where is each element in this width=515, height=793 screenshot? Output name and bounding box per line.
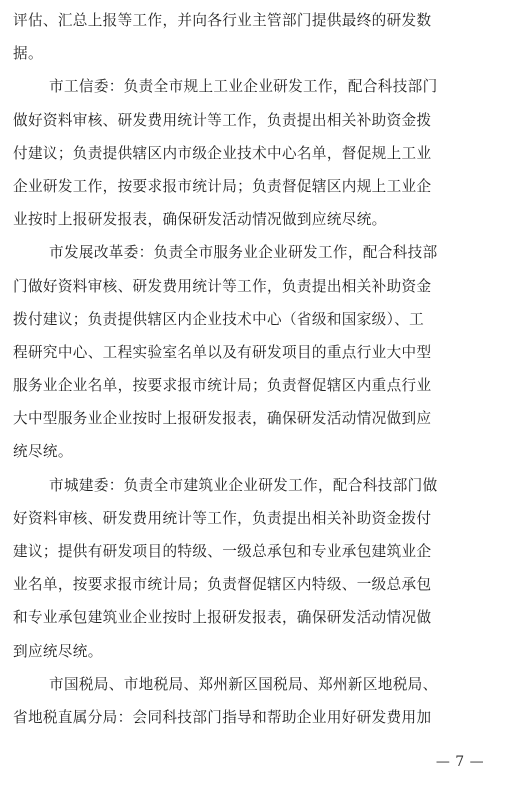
text-line: 市工信委：负责全市规上工业企业研发工作，配合科技部门 — [49, 78, 438, 96]
text-line: 付建议；负责提供辖区内市级企业技术中心名单，督促规上工业 — [13, 144, 432, 162]
text-line: 企业研发工作，按要求报市统计局；负责督促辖区内规上工业企 — [13, 177, 432, 195]
text-line: 到应统尽统。 — [13, 642, 103, 660]
text-line: 评估、汇总上报等工作，并向各行业主管部门提供最终的研发数 — [13, 12, 432, 29]
text-line: 大中型服务业企业按时上报研发报表，确保研发活动情况做到应 — [13, 410, 432, 428]
text-line: 业按时上报研发报表，确保研发活动情况做到应统尽统。 — [13, 211, 387, 229]
page-number: — 7 — — [435, 754, 485, 770]
text-line: 据。 — [13, 45, 43, 63]
body-text — [13, 4, 505, 734]
text-line: 好资料审核、研发费用统计等工作，负责提出相关补助资金拨付 — [13, 509, 432, 527]
text-line: 市国税局、市地税局、郑州新区国税局、郑州新区地税局、 — [49, 675, 438, 693]
text-line: 市发展改革委：负责全市服务业企业研发工作，配合科技部 — [49, 244, 438, 262]
text-line: 业名单，按要求报市统计局；负责督促辖区内特级、一级总承包 — [13, 576, 432, 594]
text-line: 和专业承包建筑业企业按时上报研发报表，确保研发活动情况做 — [13, 609, 432, 627]
text-line: 拨付建议；负责提供辖区内企业技术中心（省级和国家级）、工 — [13, 310, 425, 328]
text-line: 统尽统。 — [13, 443, 73, 461]
text-line: 做好资料审核、研发费用统计等工作，负责提出相关补助资金拨 — [13, 111, 432, 129]
text-line: 市城建委：负责全市建筑业企业研发工作，配合科技部门做 — [49, 476, 438, 494]
text-line: 服务业企业名单，按要求报市统计局；负责督促辖区内重点行业 — [13, 377, 432, 395]
text-line: 省地税直属分局：会同科技部门指导和帮助企业用好研发费用加 — [13, 708, 432, 726]
text-line: 门做好资料审核、研发费用统计等工作，负责提出相关补助资金 — [13, 277, 432, 295]
text-line: 建议；提供有研发项目的特级、一级总承包和专业承包建筑业企 — [13, 543, 432, 560]
text-line: 程研究中心、工程实验室名单以及有研发项目的重点行业大中型 — [13, 343, 432, 361]
